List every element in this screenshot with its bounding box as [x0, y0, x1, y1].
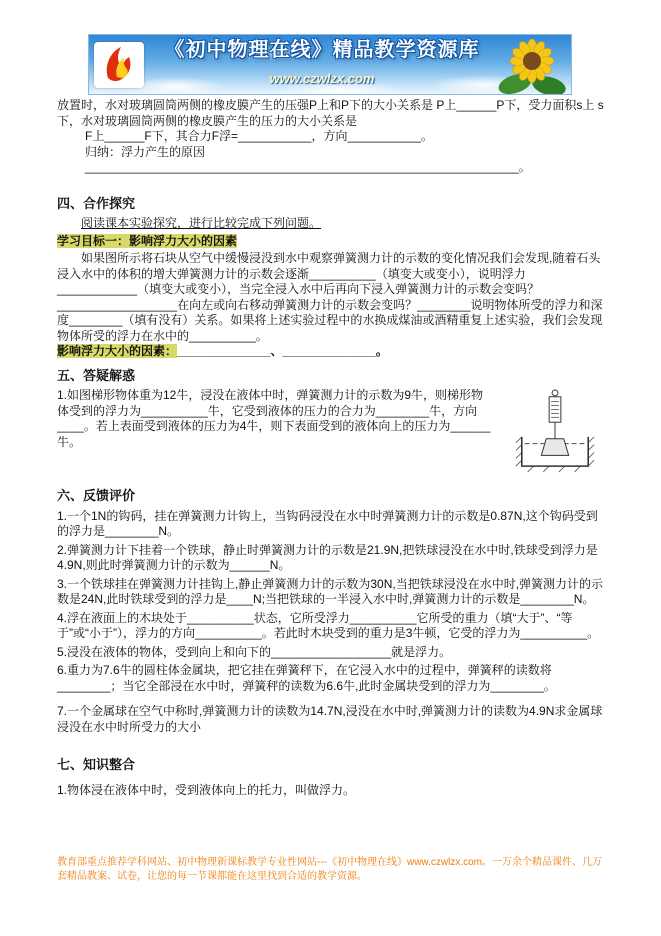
- feedback-item-7: 7.一个金属球在空气中称时,弹簧测力计的读数为14.7N,浸没在水中时,弹簧测力计的读数为4.9N求金属球浸没在水中时所受力的大小: [57, 704, 603, 734]
- paragraph-buoyancy-origin: 归纳：浮力产生的原因_________________________________________________________________。: [85, 144, 531, 174]
- banner-url: www.czwlzx.com: [269, 71, 375, 86]
- site-banner: [88, 34, 572, 95]
- paragraph-force-relation: F上______F下，其合力F浮=___________，方向___________。: [85, 129, 433, 143]
- section-heading-summary: 七、知识整合: [57, 757, 136, 772]
- flame-logo-icon: [94, 42, 142, 86]
- feedback-item-6: 6.重力为7.6牛的圆柱体金属块，把它挂在弹簧秤下，在它浸入水中的过程中，弹簧秤的读数将________；当它全部浸在水中时，弹簧秤的读数为6.6牛,此时金属块受到的浮力为________。: [57, 663, 556, 693]
- feedback-item-2: 2.弹簧测力计下挂着一个铁球，静止时弹簧测力计的示数是21.9N,把铁球浸没在水中时,铁球受到浮力是4.9N,则此时弹簧测力计的示数为______N。: [57, 542, 598, 572]
- explore-paragraph: 如果图所示将石块从空气中缓慢浸没到水中观察弹簧测力计的示数的变化情况我们会发现,随着石头浸入水中的体积的增大弹簧测力计的示数会逐渐__________（填变大或变小），说明浮力____________（填变大或变小），当完全浸入水中后再向下浸入弹簧测力计的示数会变吗？__________________在向左或向右移动弹簧测力计的示数会变吗？________说明物体所受的浮力和深度________（填有没有）关系。如果将上述实验过程中的水换成煤油或酒精重复上述实验，我们会发现物体所受的浮力在水中的__________。: [57, 251, 603, 343]
- feedback-item-1: 1.一个1N的钩码，挂在弹簧测力计钩上，当钩码浸没在水中时弹簧测力计的示数是0.87N,这个钩码受到的浮力是________N。: [57, 508, 598, 538]
- learning-goal: 学习目标一：影响浮力大小的因素: [57, 233, 238, 248]
- summary-item-1: 1.物体浸在液体中时，受到液体向上的托力，叫做浮力。: [57, 782, 356, 797]
- feedback-item-4: 4.浮在液面上的木块处于__________状态，它所受浮力__________它所受的重力（填“大于”、“等于”或“小于”），浮力的方向__________。若此时木块受到的重力是3牛顿，它受的浮力为__________。: [57, 610, 600, 640]
- section-heading-qa: 五、答疑解惑: [57, 367, 136, 383]
- qa-item-1: 1.如图梯形物体重为12牛，浸没在液体中时，弹簧测力计的示数为9牛，则梯形物体受到的浮力为__________牛，它受到液体的压力的合力为________牛，方向____。若上表面受到液体的压力为4牛，则下表面受到的液体向上的压力为______牛。: [57, 388, 491, 449]
- section-heading-feedback: 六、反馈评价: [57, 488, 136, 503]
- site-logo-icon: [94, 42, 144, 88]
- sunflower-icon: [495, 36, 569, 94]
- factors-line: [57, 344, 605, 360]
- page-footer: 教育部重点推荐学科网站、初中物理新课标教学专业性网站---《初中物理在线》www.czwlzx.com。一万余个精品课件、几万套精品教案、试卷，让您的每一节课都能在这里找到合适的教学资源。: [57, 857, 602, 882]
- learning-goal-line: [57, 234, 605, 250]
- feedback-item-5: 5.浸没在液体的物体，受到向上和向下的__________________就是浮力。: [57, 644, 452, 659]
- paragraph-pressure-relation: 放置时，水对玻璃圆筒两侧的橡皮膜产生的压强P上和P下的大小关系是 P上______P下，受力面积s上 s下，水对玻璃圆筒两侧的橡皮膜产生的压力的大小关系是: [57, 98, 604, 128]
- qa-item-1-block: [57, 388, 605, 474]
- factors-blanks: ______________、______________。: [177, 344, 388, 358]
- banner-title: 《初中物理在线》精品教学资源库: [164, 39, 480, 61]
- document-body: [57, 98, 605, 801]
- section-heading-explore: 四、合作探究: [57, 195, 136, 211]
- feedback-item-3: 3.一个铁球挂在弹簧测力计挂钩上,静止弹簧测力计的示数为30N,当把铁球浸没在水中时,弹簧测力计的示数是24N,此时铁球受到的浮力是____N;当把铁球的一半浸入水中时,弹簧测力计的示数是________N。: [57, 576, 604, 606]
- spring-scale-figure: [505, 388, 605, 472]
- factors-label: 影响浮力大小的因素：: [57, 344, 178, 358]
- explore-instruction: 阅读课本实验探究，进行比较完成下列问题。: [81, 216, 322, 230]
